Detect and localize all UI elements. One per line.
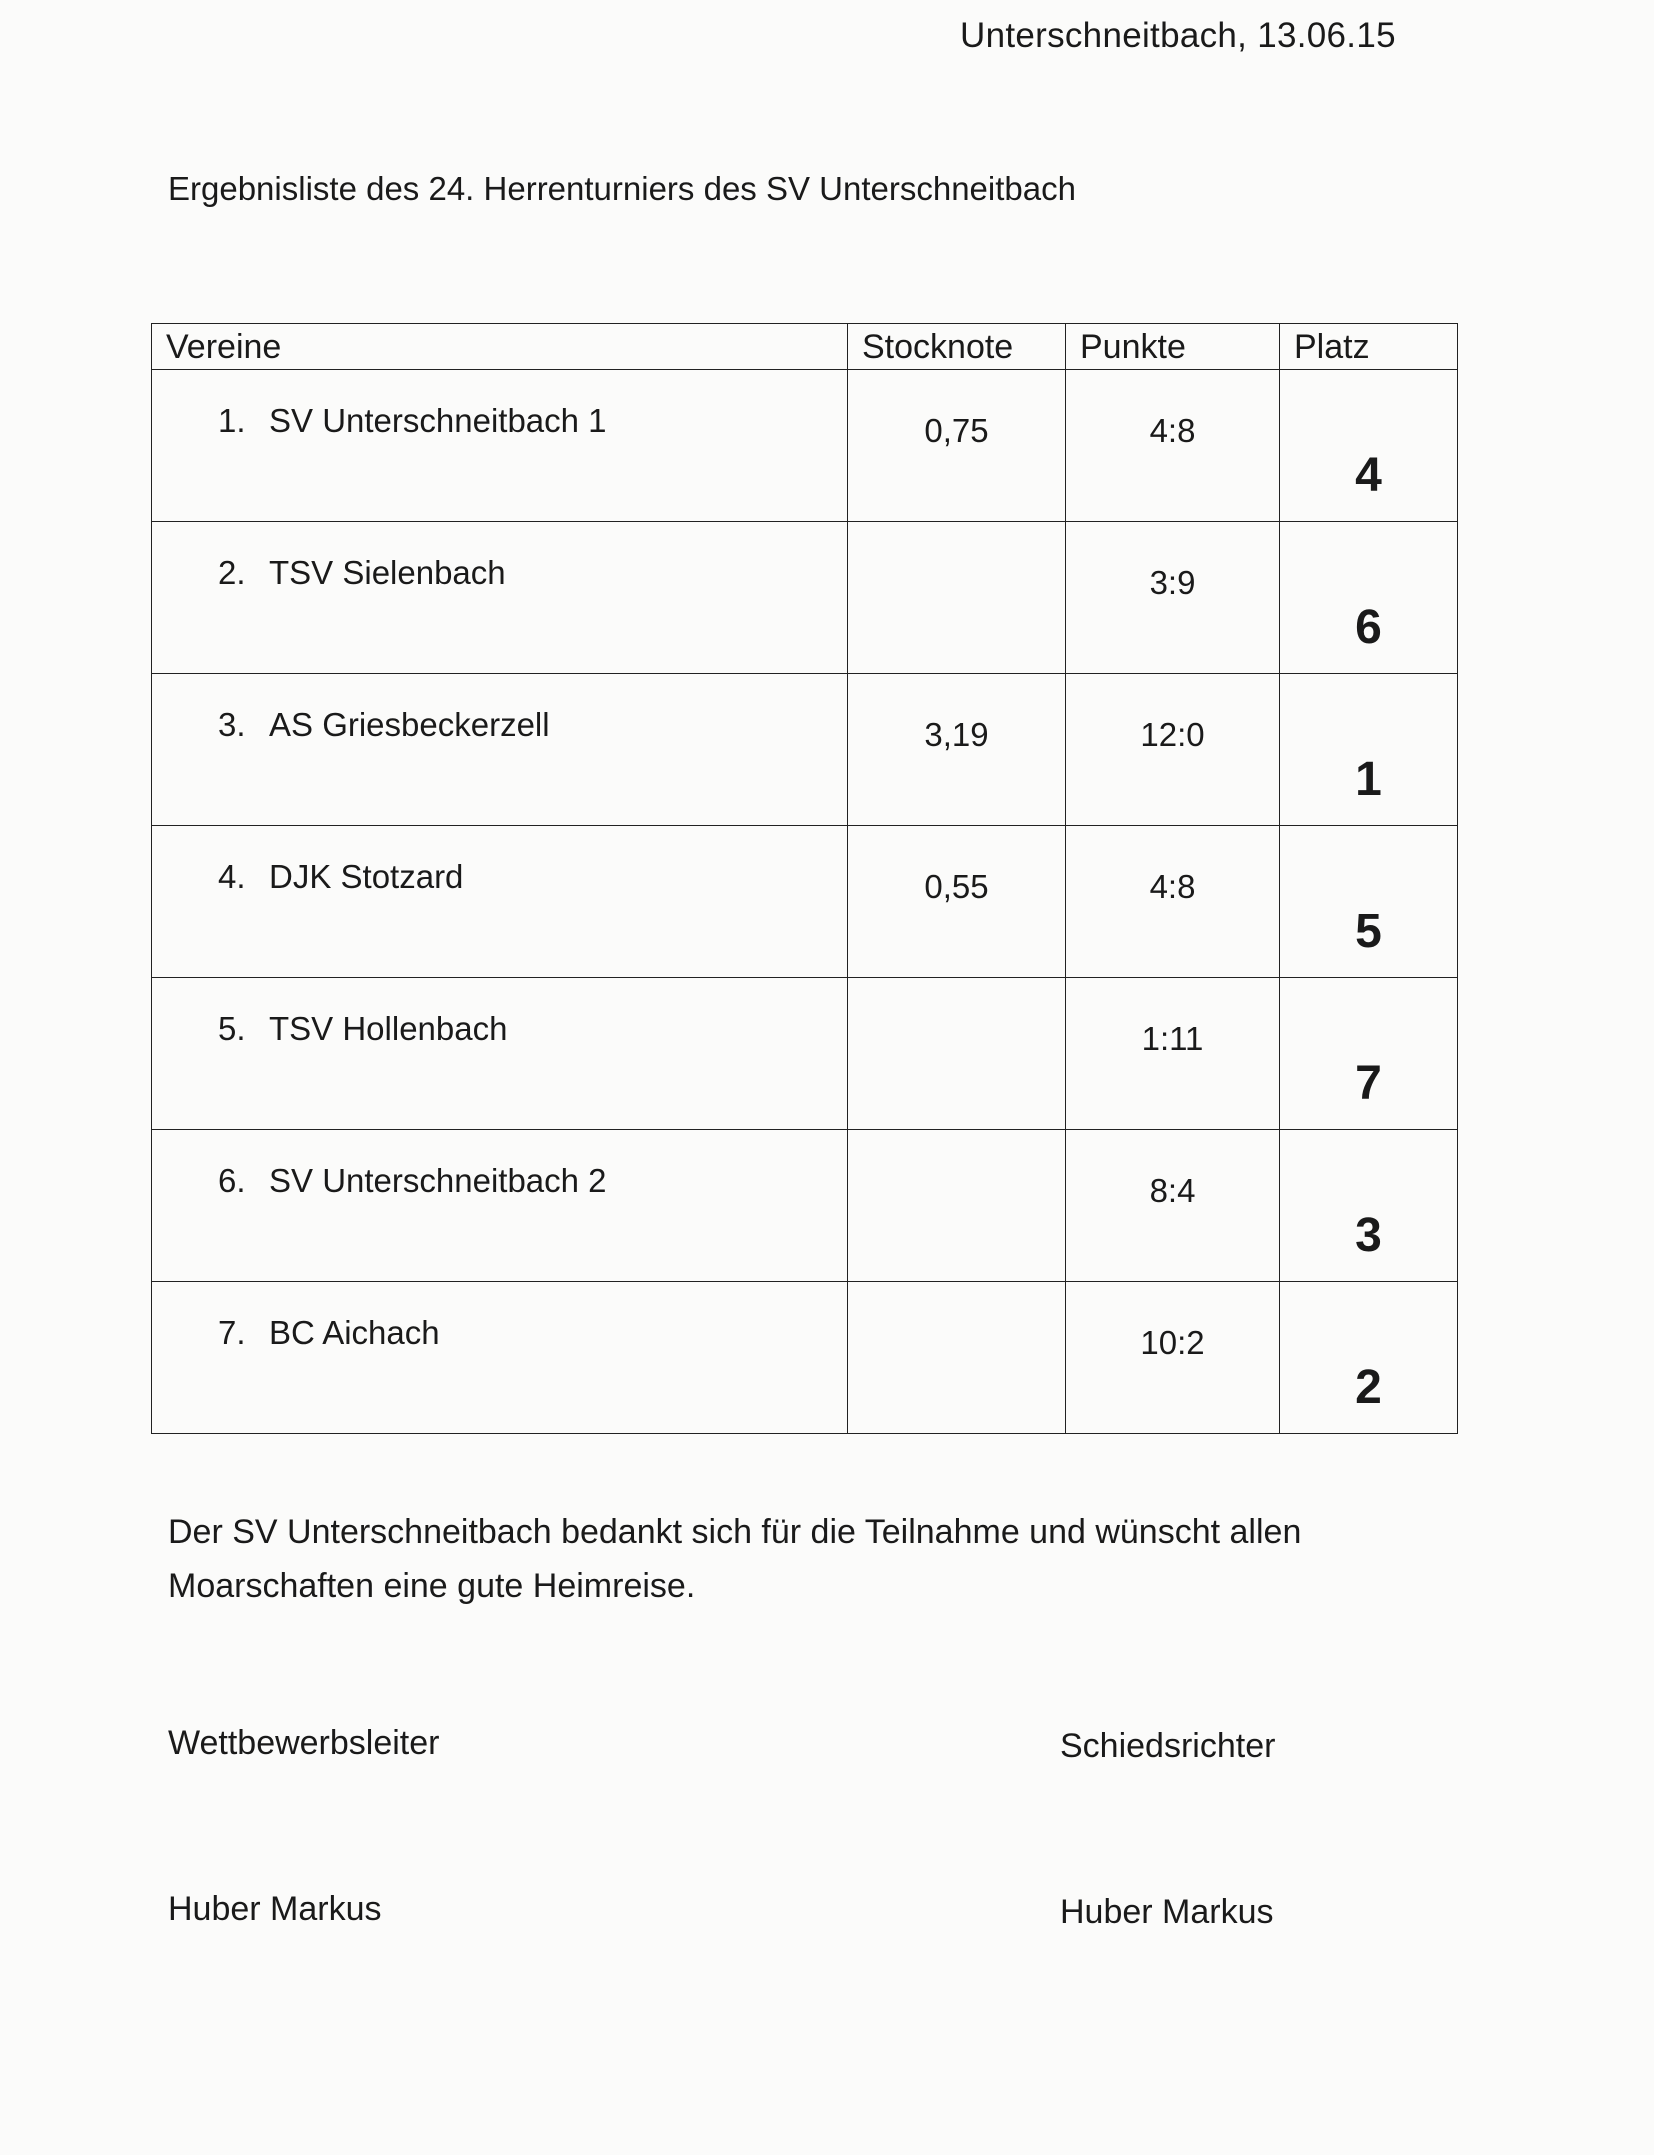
row-number: 5. — [218, 1010, 246, 1047]
table-row — [152, 674, 1458, 826]
column-header-stocknote: Stocknote — [848, 324, 1066, 370]
platz-value: 4 — [1355, 449, 1382, 502]
closing-text: Der SV Unterschneitbach bedankt sich für die Teilnahme und wünscht allen Moarschaften eine gute Heimreise. — [168, 1513, 1302, 1605]
club-name: TSV Sielenbach — [269, 554, 506, 591]
club-name: BC Aichach — [269, 1314, 440, 1351]
table-header-row — [152, 324, 1458, 370]
punkte-cell — [1066, 978, 1280, 1130]
row-number: 6. — [218, 1162, 246, 1199]
club-cell — [152, 370, 848, 522]
row-number: 7. — [218, 1314, 246, 1351]
platz-cell — [1280, 826, 1458, 978]
punkte-cell — [1066, 370, 1280, 522]
table-row — [152, 978, 1458, 1130]
table-row — [152, 1282, 1458, 1434]
platz-cell — [1280, 674, 1458, 826]
punkte-value: 3:9 — [1149, 564, 1196, 601]
platz-cell — [1280, 522, 1458, 674]
column-header-platz: Platz — [1280, 324, 1458, 370]
platz-cell — [1280, 1130, 1458, 1282]
club-cell — [152, 522, 848, 674]
club-name: TSV Hollenbach — [269, 1010, 508, 1047]
row-number: 3. — [218, 706, 246, 743]
stocknote-cell — [848, 978, 1066, 1130]
club-cell — [152, 826, 848, 978]
punkte-value: 12:0 — [1140, 716, 1205, 753]
signature-role-left: Wettbewerbsleiter — [168, 1724, 440, 1762]
punkte-cell — [1066, 1282, 1280, 1434]
signature-role-right: Schiedsrichter — [1060, 1727, 1276, 1765]
platz-value: 5 — [1355, 905, 1382, 958]
platz-cell — [1280, 1282, 1458, 1434]
table-row — [152, 522, 1458, 674]
club-cell — [152, 978, 848, 1130]
results-table — [151, 323, 1458, 1434]
punkte-cell — [1066, 674, 1280, 826]
table-row — [152, 370, 1458, 522]
stocknote-value: 0,55 — [924, 868, 989, 905]
stocknote-cell — [848, 1282, 1066, 1434]
document-title: Ergebnisliste des 24. Herrenturniers des SV Unterschneitbach — [168, 170, 1076, 207]
punkte-value: 10:2 — [1140, 1324, 1205, 1361]
club-cell — [152, 1130, 848, 1282]
signature-name-right: Huber Markus — [1060, 1893, 1274, 1931]
platz-cell — [1280, 978, 1458, 1130]
punkte-value: 1:11 — [1141, 1020, 1204, 1057]
punkte-value: 8:4 — [1149, 1172, 1196, 1209]
platz-cell — [1280, 370, 1458, 522]
place-date: Unterschneitbach, 13.06.15 — [960, 16, 1396, 55]
punkte-value: 4:8 — [1149, 412, 1196, 449]
punkte-cell — [1066, 522, 1280, 674]
club-name: DJK Stotzard — [269, 858, 464, 895]
table-row — [152, 1130, 1458, 1282]
punkte-cell — [1066, 826, 1280, 978]
signature-name-left: Huber Markus — [168, 1890, 382, 1928]
club-name: SV Unterschneitbach 2 — [269, 1162, 607, 1199]
platz-value: 2 — [1355, 1361, 1382, 1414]
row-number: 2. — [218, 554, 246, 591]
stocknote-cell — [848, 674, 1066, 826]
column-header-vereine: Vereine — [152, 324, 848, 370]
club-cell — [152, 1282, 848, 1434]
table-row — [152, 826, 1458, 978]
stocknote-cell — [848, 522, 1066, 674]
punkte-value: 4:8 — [1149, 868, 1196, 905]
row-number: 4. — [218, 858, 246, 895]
platz-value: 7 — [1355, 1057, 1382, 1110]
platz-value: 1 — [1355, 753, 1382, 806]
punkte-cell — [1066, 1130, 1280, 1282]
club-cell — [152, 674, 848, 826]
club-name: AS Griesbeckerzell — [269, 706, 550, 743]
stocknote-cell — [848, 370, 1066, 522]
row-number: 1. — [218, 402, 246, 439]
stocknote-value: 0,75 — [924, 412, 989, 449]
stocknote-cell — [848, 826, 1066, 978]
platz-value: 6 — [1355, 601, 1382, 654]
stocknote-value: 3,19 — [924, 716, 989, 753]
club-name: SV Unterschneitbach 1 — [269, 402, 607, 439]
stocknote-cell — [848, 1130, 1066, 1282]
platz-value: 3 — [1355, 1209, 1382, 1262]
column-header-punkte: Punkte — [1066, 324, 1280, 370]
